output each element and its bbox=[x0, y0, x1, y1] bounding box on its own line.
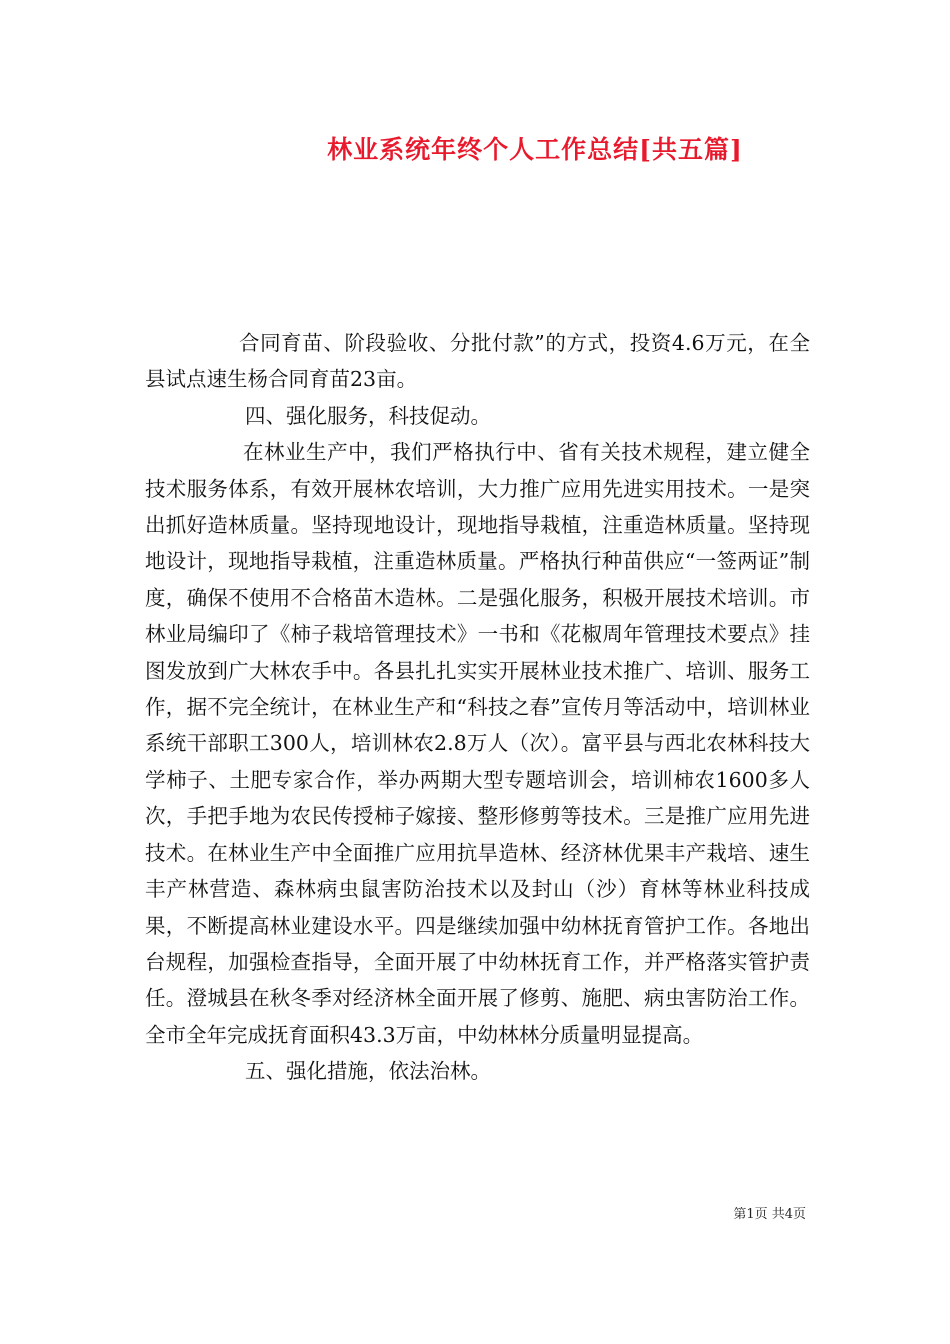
section-heading-five: 五、强化措施，依法治林。 bbox=[245, 1059, 491, 1084]
paragraph-section-four-body: 在林业生产中，我们严格执行中、省有关技术规程，建立健全技术服务体系，有效开展林农培训，大力推广应用先进实用技术。一是突出抓好造林质量。坚持现地设计，现地指导栽植，注重造林质量。坚持现地设计，现地指导栽植，注重造林质量。严格执行种苗供应“一签两证”制度，确保不使用不合格苗木造林。二是强化服务，积极开展技术培训。市林业局编印了《柿子栽培管理技术》一书和《花椒周年管理技术要点》挂图发放到广大林农手中。各县扎扎实实开展林业技术推广、培训、服务工作，据不完全统计，在林业生产和“科技之春”宣传月等活动中，培训林业系统干部职工300人，培训林农2.8万人（次）。富平县与西北农林科技大学柿子、土肥专家合作，举办两期大型专题培训会，培训柿农1600多人次，手把手地为农民传授柿子嫁接、整形修剪等技术。三是推广应用先进技术。在林业生产中全面推广应用抗旱造林、经济林优果丰产栽培、速生丰产林营造、森林病虫鼠害防治技术以及封山（沙）育林等林业科技成果，不断提高林业建设水平。四是继续加强中幼林抚育管护工作。各地出台规程，加强检查指导，全面开展了中幼林抚育工作，并严格落实管护责任。澄城县在秋冬季对经济林全面开展了修剪、施肥、病虫害防治工作。全市全年完成抚育面积43.3万亩，中幼林林分质量明显提高。 bbox=[145, 440, 810, 1047]
page-title: 林业系统年终个人工作总结[共五篇] bbox=[327, 135, 743, 164]
section-heading-four: 四、强化服务，科技促动。 bbox=[245, 403, 491, 428]
paragraph-intro: 合同育苗、阶段验收、分批付款”的方式，投资4.6万元，在全县试点速生杨合同育苗23亩。 bbox=[145, 331, 810, 392]
page-indicator: 第1页 共4页 bbox=[733, 1207, 806, 1222]
document-body bbox=[145, 325, 810, 1090]
